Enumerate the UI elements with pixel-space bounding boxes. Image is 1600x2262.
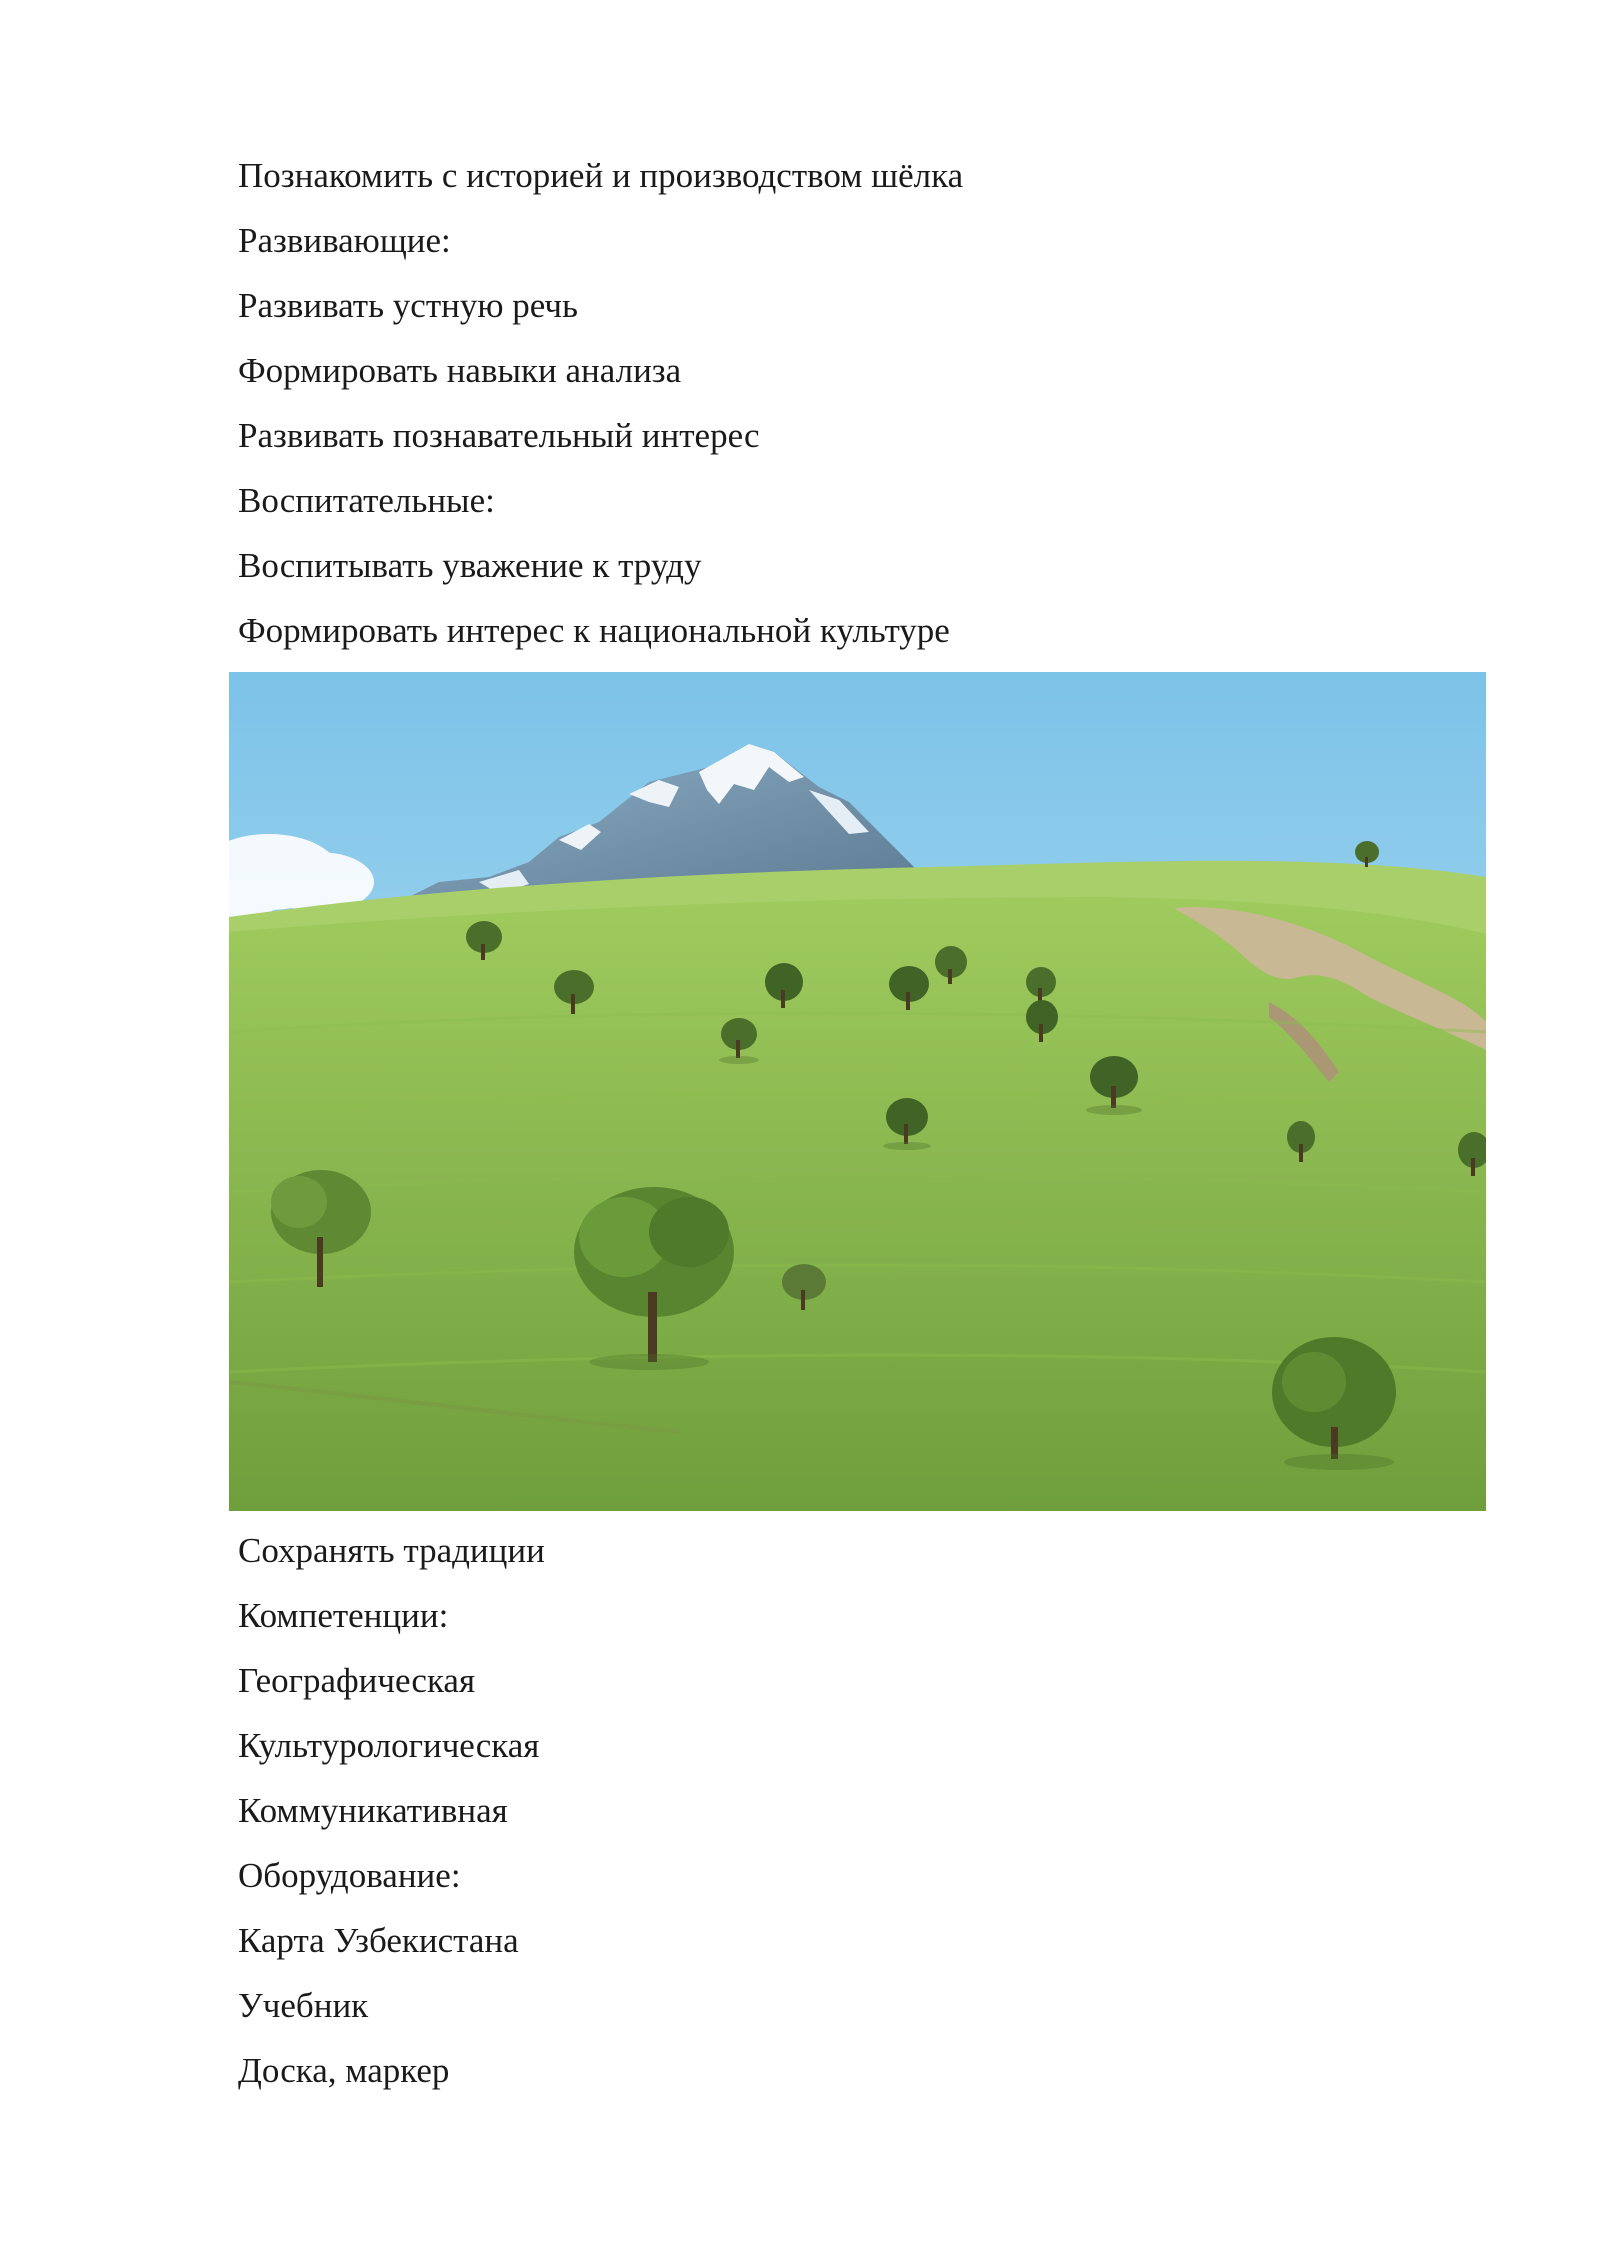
text-line: Воспитательные:	[238, 481, 495, 520]
text-line: Коммуникативная	[238, 1791, 508, 1830]
mountain-meadow-photo	[229, 672, 1486, 1511]
text-line: Развивать устную речь	[238, 286, 578, 325]
photo-illustration	[229, 672, 1486, 1511]
text-line: Формировать навыки анализа	[238, 351, 682, 390]
text-block-after-image	[238, 1518, 545, 2103]
text-line: Компетенции:	[238, 1596, 449, 1635]
text-line: Доска, маркер	[238, 2051, 450, 2090]
text-line: Учебник	[238, 1986, 369, 2025]
text-line: Развивать познавательный интерес	[238, 416, 760, 455]
text-line: Познакомить с историей и производством шёлка	[238, 156, 964, 195]
text-line: Карта Узбекистана	[238, 1921, 519, 1960]
text-line: Формировать интерес к национальной культуре	[238, 611, 950, 650]
text-line: Географическая	[238, 1661, 476, 1700]
text-line: Оборудование:	[238, 1856, 461, 1895]
text-line: Сохранять традиции	[238, 1531, 545, 1570]
text-line: Развивающие:	[238, 221, 451, 260]
text-line: Культурологическая	[238, 1726, 540, 1765]
text-line: Воспитывать уважение к труду	[238, 546, 702, 585]
text-block-before-image	[238, 143, 963, 663]
